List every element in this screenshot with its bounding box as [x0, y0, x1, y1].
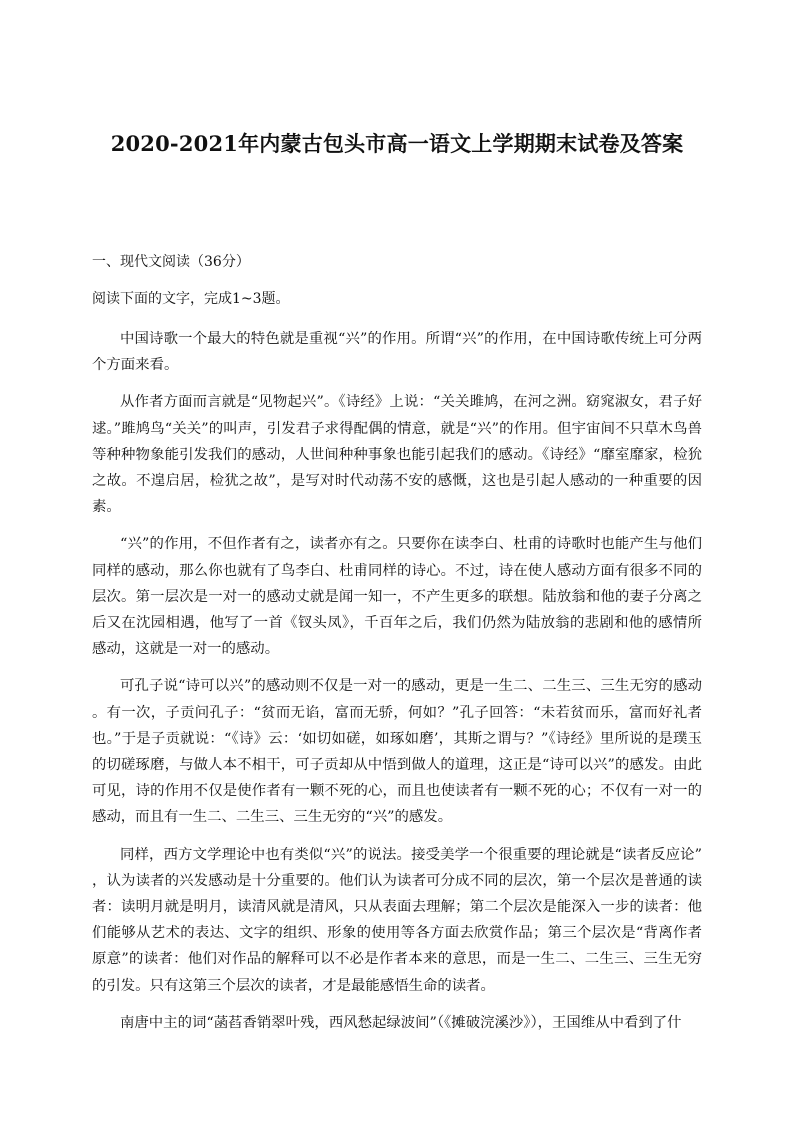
passage-paragraph-4: 可孔子说“诗可以兴”的感动则不仅是一对一的感动，更是一生二、二生三、三生无穷的感动。有一次，子贡问孔子：“贫而无谄，富而无骄，何如？”孔子回答：“未若贫而乐，富而好礼者也。”于是子贡就说：“《诗》云：‘如切如磋，如琢如磨’，其斯之谓与？”《诗经》里所说的是璞玉的切磋琢磨，与做人本不相干，可子贡却从中悟到做人的道理，这正是“诗可以兴”的感发。由此可见，诗的作用不仅是使作者有一颗不死的心，而且也使读者有一颗不死的心；不仅有一对一的感动，而且有一生二、二生三、三生无穷的“兴”的感发。 — [92, 678, 702, 826]
document-title: 2020-2021年内蒙古包头市高一语文上学期期末试卷及答案 — [110, 131, 684, 156]
passage-paragraph-5: 同样，西方文学理论中也有类似“兴”的说法。接受美学一个很重要的理论就是“读者反应论”，认为读者的兴发感动是十分重要的。他们认为读者可分成不同的层次，第一个层次是普通的读者：读明月就是明月，读清风就是清风，只从表面去理解；第二个层次是能深入一步的读者：他们能够从艺术的表达、文字的组织、形象的使用等各方面去欣赏作品；第三个层次是“背离作者原意”的读者：他们对作品的解释可以不必是作者本来的意思，而是一生二、二生三、三生无穷的引发。只有这第三个层次的读者，才是最能感悟生命的读者。 — [92, 846, 702, 994]
passage-paragraph-2: 从作者方面而言就是“见物起兴”。《诗经》上说：“关关雎鸠，在河之洲。窈窕淑女，君子好逑。”雎鸠鸟“关关”的叫声，引发君子求得配偶的情意，就是“兴”的作用。但宇宙间不只草木鸟兽等种种物象能引发我们的感动，人世间种种事象也能引起我们的感动。《诗经》“靡室靡家，检狁之故。不遑启居，检犹之故”，是写对时代动荡不安的感慨，这也是引起人感动的一种重要的因素。 — [92, 394, 702, 516]
passage-paragraph-6: 南唐中主的词“菡萏香销翠叶残，西风愁起绿波间”（《摊破浣溪沙》），王国维从中看到了什 — [120, 1014, 682, 1031]
passage-paragraph-3: “兴”的作用，不但作者有之，读者亦有之。只要你在读李白、杜甫的诗歌时也能产生与他们同样的感动，那么你也就有了鸟李白、杜甫同样的诗心。不过，诗在使人感动方面有很多不同的层次。第一层次是一对一的感动丈就是闻一知一，不产生更多的联想。陆放翁和他的妻子分离之后又在沈园相遇，他写了一首《钗头凤》，千百年之后，我们仍然为陆放翁的悲剧和他的感情所感动，这就是一对一的感动。 — [92, 536, 702, 658]
reading-passage — [92, 326, 702, 1047]
section-heading: 一、现代文阅读（36分） — [92, 254, 250, 270]
reading-instruction: 阅读下面的文字，完成1~3题。 — [92, 291, 290, 307]
passage-paragraph-1: 中国诗歌一个最大的特色就是重视“兴”的作用。所谓“兴”的作用，在中国诗歌传统上可分两个方面来看。 — [92, 331, 702, 374]
